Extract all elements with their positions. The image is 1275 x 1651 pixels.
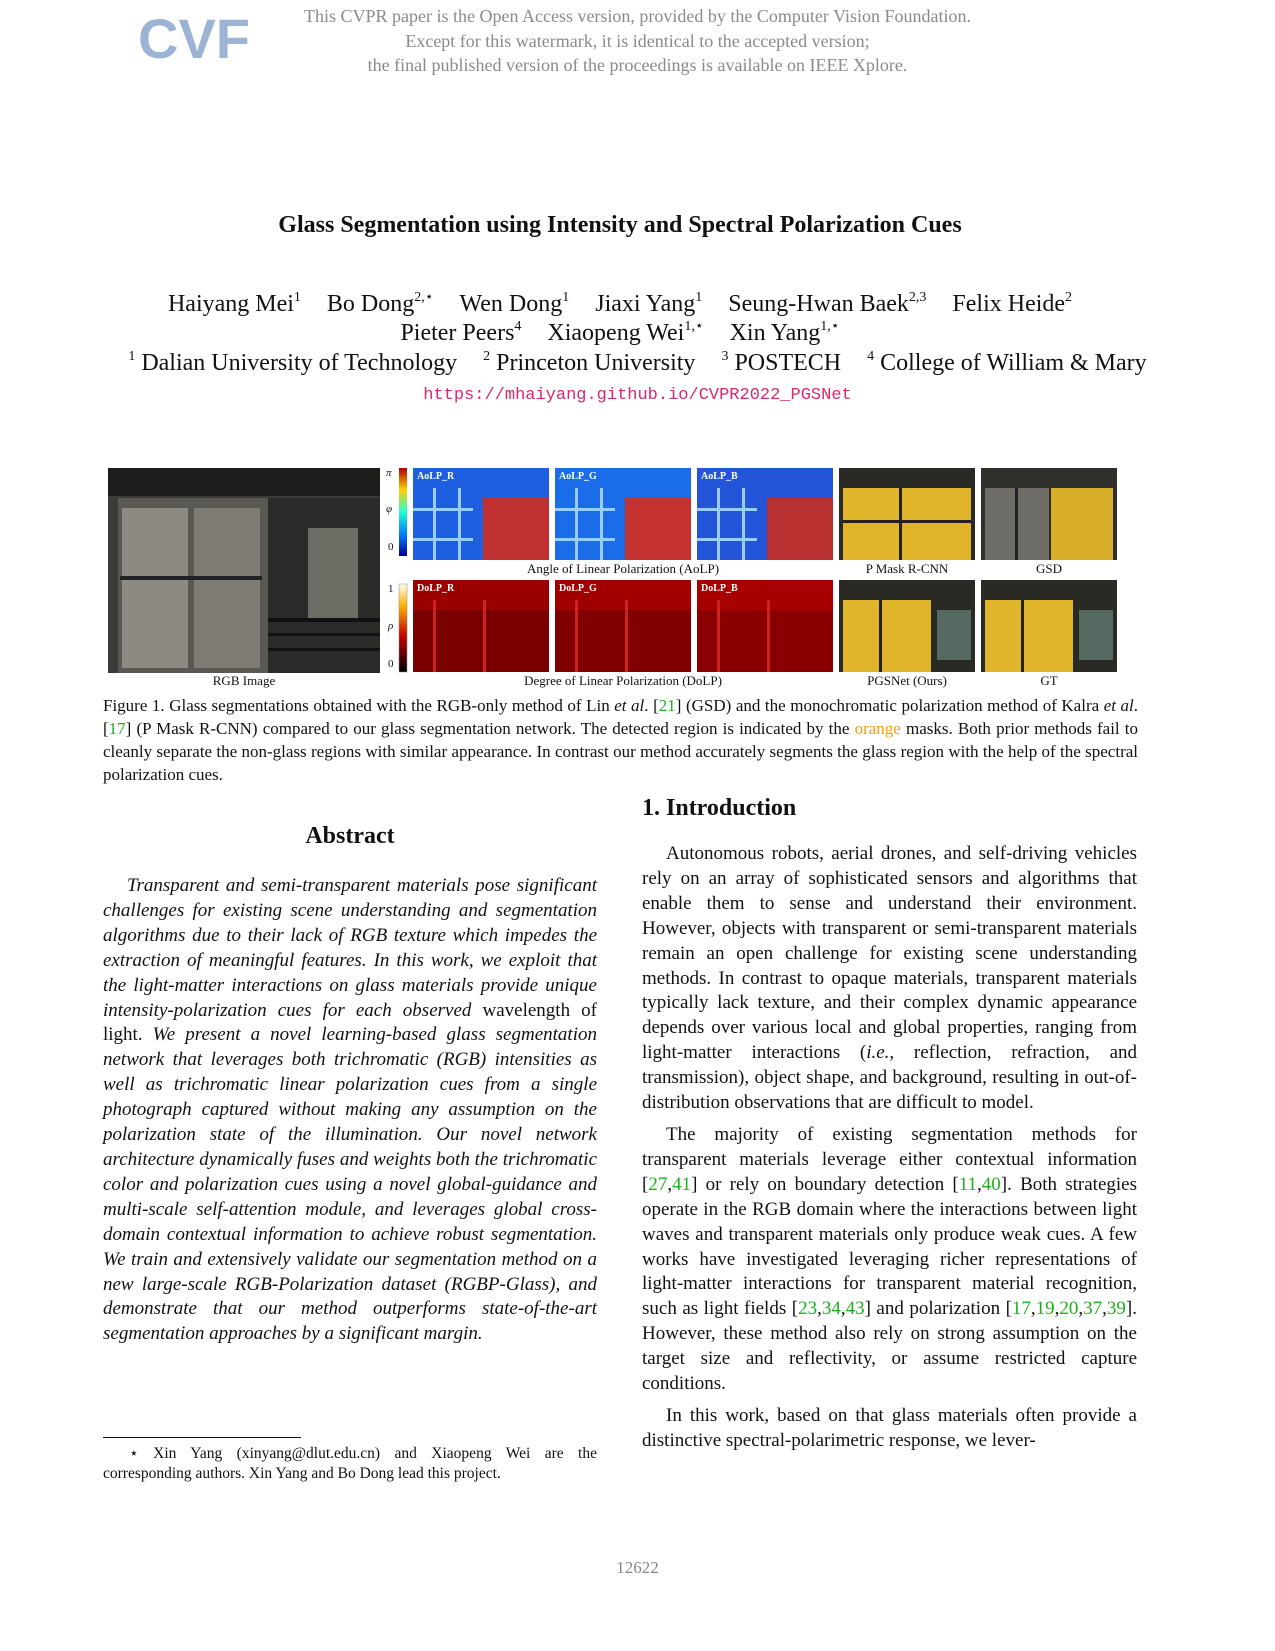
rgb-image-panel [108, 468, 380, 673]
colorbar-min-label: 0 [388, 658, 394, 670]
aolp-g-panel [555, 468, 691, 560]
author: Xiaopeng Wei$^{1,⋆}$ [547, 319, 704, 346]
dolp-colorbar [399, 584, 407, 672]
footnote: ⋆ Xin Yang (xinyang@dlut.edu.cn) and Xiaopeng Wei are the corresponding authors. Xin Yang and Bo Dong lead this project. [103, 1445, 597, 1482]
colorbar-mid-label: φ [386, 503, 393, 515]
aolp-b-panel [697, 468, 833, 560]
aolp-r-panel [413, 468, 549, 560]
dolp-caption: Degree of Linear Polarization (DoLP) [524, 673, 722, 688]
citation-link[interactable]: 21 [658, 696, 676, 715]
aolp-caption: Angle of Linear Polarization (AoLP) [526, 561, 720, 576]
pgsnet-result [839, 580, 975, 672]
author: Felix Heide$^2$ [952, 290, 1073, 317]
citation-link[interactable]: 20 [1059, 1298, 1079, 1320]
citation-link[interactable]: 23 [798, 1298, 818, 1320]
dolp-b-panel [697, 580, 833, 672]
citation-link[interactable]: 41 [672, 1173, 692, 1195]
intro-paragraph-3: In this work, based on that glass materials often provide a distinctive spectral-polarimetric response, we lever- [642, 1404, 1137, 1451]
cvf-logo-text: CVF [138, 7, 250, 70]
right-column [642, 795, 1137, 1461]
citation-link[interactable]: 17 [108, 719, 126, 738]
colorbar-mid-label: ρ [388, 620, 394, 632]
abstract-heading: Abstract [305, 823, 395, 849]
citation-link[interactable]: 40 [981, 1173, 1001, 1195]
affiliation: $^2$ Princeton University [483, 349, 696, 376]
watermark-line: This CVPR paper is the Open Access version, provided by the Computer Vision Foundation. [303, 6, 972, 26]
dolp-r-panel [413, 580, 549, 672]
affiliation: $^4$ College of William & Mary [867, 349, 1147, 376]
panel-label: DoLP_G [559, 583, 597, 594]
paper-title: Glass Segmentation using Intensity and Spectral Polarization Cues [278, 212, 962, 238]
dolp-g-panel [555, 580, 691, 672]
colorbar-max-label: 1 [388, 583, 394, 595]
figure-caption: Figure 1. Glass segmentations obtained with the RGB-only method of Lin et al. [21] (GSD) and the monochromatic polarization method of Kalra et al. [17] (P Mask R-CNN) compared to our glass segmentation network. The detected region is indicated by the orange masks. Both prior methods fail to cleanly separate the non-glass regions with similar appearance. In contrast our method accurately segments the glass region with the help of the spectral polarization cues. [103, 696, 1139, 784]
affiliations [0, 350, 1275, 377]
author-line-1 [0, 290, 1240, 319]
gt-result [981, 580, 1117, 672]
affiliation: $^1$ Dalian University of Technology [128, 349, 458, 376]
gsd-caption: GSD [1035, 561, 1062, 576]
p-mask-rcnn-caption: P Mask R-CNN [865, 561, 949, 576]
gsd-result [981, 468, 1117, 560]
affiliation: $^3$ POSTECH [721, 349, 842, 376]
panel-label: DoLP_B [701, 583, 738, 594]
project-url[interactable]: https://mhaiyang.github.io/CVPR2022_PGSNet [423, 386, 852, 405]
author: Xin Yang$^{1,⋆}$ [729, 319, 840, 346]
abstract-text: Transparent and semi-transparent materials pose significant challenges for existing scene understanding and segmentation algorithms due to their lack of RGB texture which impedes the extraction of meaningful features. In this work, we exploit that the light-matter interactions on glass materials provide unique intensity-polarization cues for each observed wavelength of light. We present a novel learning-based glass segmentation network that leverages both trichromatic (RGB) intensities as well as trichromatic linear polarization cues from a single photograph captured without making any assumption on the polarization state of the illumination. Our novel network architecture dynamically fuses and weights both the trichromatic color and polarization cues using a novel global-guidance and multi-scale self-attention module, and leverages global cross-domain contextual information to achieve robust segmentation. We train and extensively validate our segmentation method on a new large-scale RGB-Polarization dataset (RGBP-Glass), and demonstrate that our method outperforms state-of-the-art segmentation approaches by a significant margin. [103, 875, 598, 1345]
watermark-line: Except for this watermark, it is identical to the accepted version; [405, 30, 870, 51]
citation-link[interactable]: 39 [1106, 1298, 1126, 1320]
author-line-2 [0, 319, 1240, 348]
panel-label: DoLP_R [417, 583, 455, 594]
author: Bo Dong$^{2,⋆}$ [326, 290, 434, 317]
author: Jiaxi Yang$^1$ [595, 290, 703, 317]
page-number: 12622 [616, 1558, 659, 1577]
intro-paragraph-2: The majority of existing segmentation methods for transparent materials leverage either contextual information [27,41] or rely on boundary detection [11,40]. Both strategies operate in the RGB domain where the interactions between light waves and transparent materials only produce weak cues. A few works have investigated leveraging richer representations of light-matter interactions for transparent material recognition, such as light fields [23,34,43] and polarization [17,19,20,37,39]. However, these method also rely on strong assumption on the target size and reflectivity, or assume restricted capture conditions. [642, 1123, 1137, 1395]
pgsnet-caption: PGSNet (Ours) [867, 673, 947, 688]
citation-link[interactable]: 34 [821, 1298, 841, 1320]
introduction-heading: 1. Introduction [642, 795, 797, 821]
colorbar-max-label: π [386, 467, 392, 479]
author: Seung-Hwan Baek$^{2,3}$ [728, 290, 927, 317]
colorbar-min-label: 0 [388, 541, 394, 553]
p-mask-rcnn-result [839, 468, 975, 560]
citation-link[interactable]: 17 [1011, 1298, 1031, 1320]
author: Haiyang Mei$^1$ [167, 290, 301, 317]
watermark-text [0, 4, 1275, 78]
author-list [0, 290, 1240, 348]
gt-caption: GT [1040, 673, 1058, 688]
author: Pieter Peers$^4$ [400, 319, 522, 346]
watermark-line: the final published version of the proceedings is available on IEEE Xplore. [367, 55, 908, 75]
author: Wen Dong$^1$ [459, 290, 570, 317]
citation-link[interactable]: 37 [1083, 1298, 1103, 1320]
footnote-rule [103, 1437, 301, 1438]
panel-label: AoLP_B [701, 471, 738, 482]
citation-link[interactable]: 19 [1035, 1298, 1055, 1320]
aolp-colorbar [399, 468, 407, 556]
left-column [103, 812, 597, 1347]
citation-link[interactable]: 11 [958, 1173, 978, 1195]
panel-label: AoLP_R [417, 471, 455, 482]
panel-label: AoLP_G [559, 471, 597, 482]
rgb-image-caption: RGB Image [212, 673, 276, 688]
citation-link[interactable]: 43 [845, 1298, 865, 1320]
intro-paragraph-1: Autonomous robots, aerial drones, and self-driving vehicles rely on an array of sophisticated sensors and algorithms that enable them to sense and understand their environment. However, objects with transparent or semi-transparent materials remain an open challenge for existing scene understanding methods. In contrast to opaque materials, transparent materials typically lack texture, and their complex dynamic appearance depends over various local and global properties, ranging from light-matter interactions (i.e., reflection, refraction, and transmission), object shape, and background, resulting in out-of-distribution observations that are difficult to model. [642, 843, 1138, 1114]
citation-link[interactable]: 27 [648, 1173, 668, 1195]
